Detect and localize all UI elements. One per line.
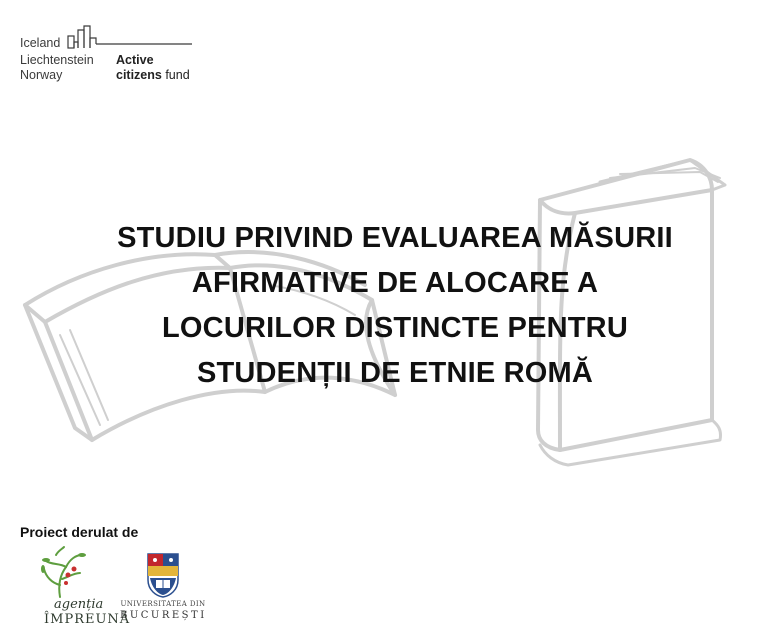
title-line-4: STUDENȚII DE ETNIE ROMĂ — [196, 357, 594, 389]
agentia-text: agenția — [54, 597, 104, 612]
document-title — [70, 216, 720, 396]
impreuna-text: ÎMPREUNĂ — [44, 612, 131, 627]
eea-grants-logo — [20, 22, 195, 86]
country-liechtenstein: Liechtenstein — [20, 53, 94, 67]
agentia-impreuna-logo — [30, 545, 131, 630]
project-label: Proiect derulat de — [20, 524, 139, 540]
country-norway: Norway — [20, 68, 63, 82]
title-line-2: AFIRMATIVE DE ALOCARE A — [191, 267, 599, 299]
country-iceland: Iceland — [20, 36, 61, 50]
university-of-bucharest-logo — [120, 550, 206, 632]
fund-name-citizens: citizens — [116, 68, 162, 82]
universitatea-din-text: UNIVERSITATEA DIN — [120, 600, 206, 608]
title-line-3: LOCURILOR DISTINCTE PENTRU — [162, 312, 628, 344]
title-line-1: STUDIU PRIVIND EVALUAREA MĂSURII — [117, 222, 673, 254]
fund-name-line-2 — [116, 68, 190, 83]
university-of-bucharest-crest-icon — [120, 550, 206, 598]
agentia-impreuna-logo-icon — [30, 545, 120, 600]
fund-name-line-1: Active — [116, 53, 154, 67]
fund-name-fund: fund — [161, 68, 190, 82]
bucuresti-text: BUCUREȘTI — [120, 610, 207, 621]
